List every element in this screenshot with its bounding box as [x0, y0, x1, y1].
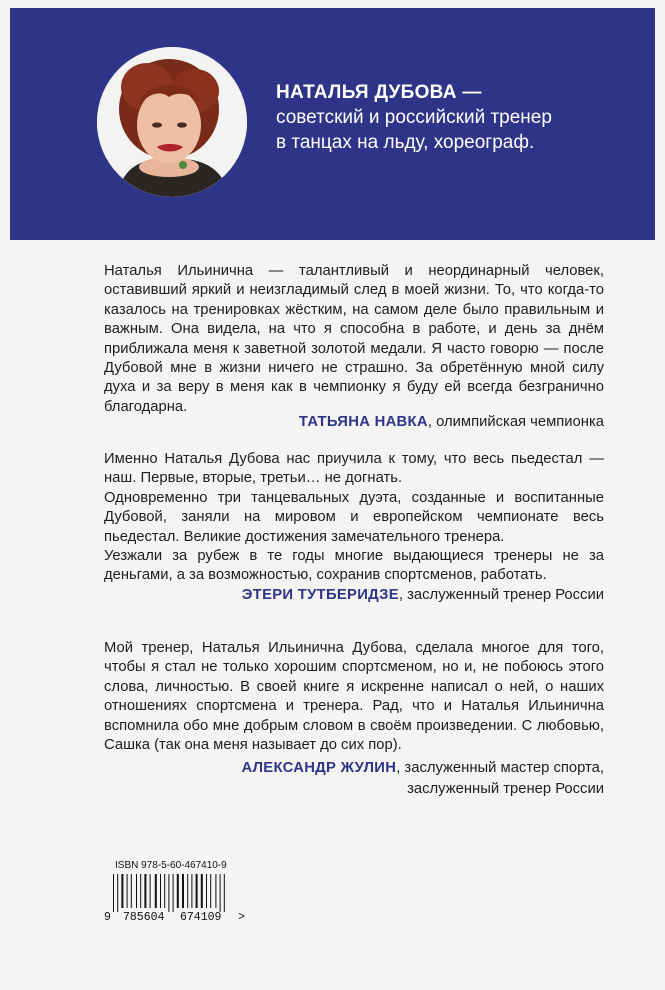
barcode-digits-right: 674109 [180, 911, 222, 924]
quote-paragraph: Именно Наталья Дубова нас приучила к тому, что весь пьедестал — наш. Первые, вторые, третьи… не догнать. [104, 451, 604, 487]
barcode-bar [220, 874, 221, 912]
barcode-arrow: > [238, 911, 245, 924]
quote-paragraph: Мой тренер, Наталья Ильинична Дубова, сделала многое для того, чтобы я стал не только хорошим спортсменом, но и, не побоюсь этого слова, личностью. В своей книге я искренне написал о ней, о наших отношениях спортсмена и тренера. Рад, что и Наталья Ильинична вспомнила обо мне добрым словом в своём произведении. С любовью, Сашка (так она меня называет до сих пор). [104, 640, 604, 754]
isbn-label: ISBN 978-5-60-467410-9 [115, 860, 227, 871]
barcode-bar [224, 874, 225, 912]
barcode-bar [164, 874, 165, 908]
barcode-bar [150, 874, 151, 908]
barcode-bar [182, 874, 184, 908]
barcode-bar [191, 874, 192, 908]
barcode-digits-left: 785604 [123, 911, 165, 924]
author-role: , олимпийская чемпионка [427, 414, 604, 430]
attribution-zhulin [241, 758, 604, 800]
header-text [276, 80, 636, 155]
barcode-bar [144, 874, 146, 908]
author-role: , заслуженный тренер России [398, 587, 604, 603]
barcode-bar [117, 874, 118, 912]
attribution-tutberidze [242, 585, 604, 606]
barcode-bar [173, 874, 174, 912]
barcode-bar [177, 874, 179, 908]
barcode [113, 874, 237, 912]
barcode-digit-first: 9 [104, 911, 111, 924]
barcode-bar [155, 874, 157, 908]
header-subtitle-line-2: в танцах на льду, хореограф. [276, 132, 535, 153]
author-name: ЭТЕРИ ТУТБЕРИДЗЕ [241, 587, 399, 603]
barcode-bar [196, 874, 198, 908]
quote-navka [104, 262, 604, 417]
barcode-bar [160, 874, 161, 908]
quote-paragraph: Наталья Ильинична — талантливый и неординарный человек, оставивший яркий и неизгладимый след в моей жизни. То, что когда-то казалось на тренировках жёстким, на самом деле было правильным и важным. Она видела, на что я способна в работе, и день за днём приближала меня к заветной золотой медали. Я часто говорю — после Дубовой мне в жизни ничего не страшно. За обретённую мной силу духа и за веру в меня как в чемпионку я буду ей всегда безгранично благодарна. [104, 263, 604, 415]
barcode-bar [136, 874, 137, 908]
barcode-bar [127, 874, 128, 908]
barcode-bar [201, 874, 203, 908]
author-name: ТАТЬЯНА НАВКА [298, 414, 428, 430]
author-role: , заслуженный мастер спорта, [396, 760, 604, 776]
quote-paragraph: Уезжали за рубеж в те годы многие выдающиеся тренеры не за деньгами, а за возможностью, сохранив спортсменов, работать. [104, 548, 604, 584]
barcode-bar [131, 874, 132, 908]
barcode-bar [187, 874, 188, 908]
barcode-bar [215, 874, 216, 908]
barcode-bar [210, 874, 211, 908]
header-subtitle-line-1: советский и российский тренер [276, 107, 552, 128]
barcode-bar [206, 874, 207, 908]
author-role-line-2: заслуженный тренер России [407, 781, 604, 797]
attribution-navka [299, 412, 604, 433]
quote-tutberidze [104, 450, 604, 586]
barcode-bar [113, 874, 114, 912]
quote-paragraph: Одновременно три танцевальных дуэта, созданные и воспитанные Дубовой, заняли на мировом и европейском чемпионате весь пьедестал. Великие достижения замечательного тренера. [104, 489, 604, 545]
author-name: АЛЕКСАНДР ЖУЛИН [241, 760, 397, 776]
author-portrait [97, 47, 247, 197]
barcode-bar [140, 874, 141, 908]
quote-zhulin [104, 639, 604, 755]
barcode-bar [168, 874, 169, 912]
header-name: НАТАЛЬЯ ДУБОВА — [276, 82, 482, 103]
barcode-bar [121, 874, 123, 908]
